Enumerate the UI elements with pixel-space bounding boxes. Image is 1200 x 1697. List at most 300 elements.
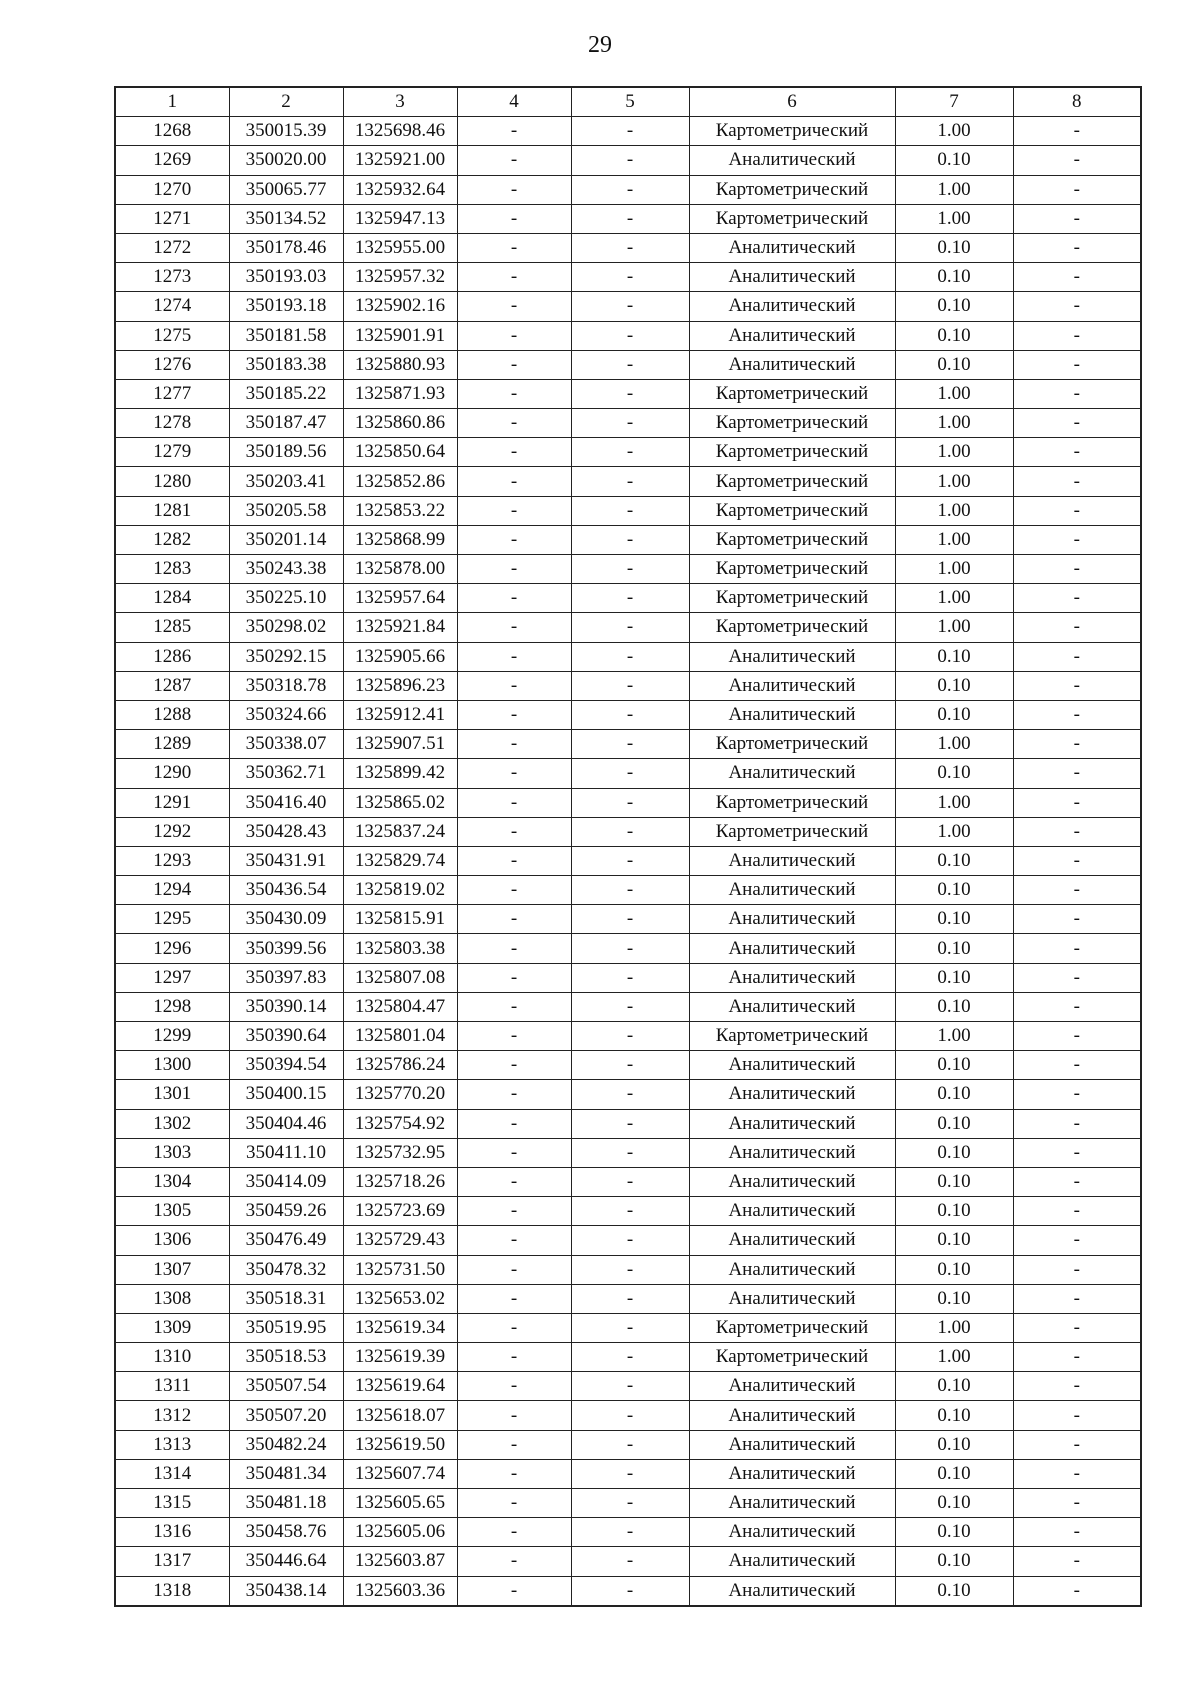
table-cell-col-7: 1.00 xyxy=(895,555,1013,584)
table-cell-col-4: - xyxy=(457,1051,571,1080)
table-cell-col-5: - xyxy=(571,846,689,875)
table-cell-col-5: - xyxy=(571,409,689,438)
table-cell-col-7: 1.00 xyxy=(895,525,1013,554)
table-cell-col-6: Картометрический xyxy=(689,438,895,467)
table-cell-col-6: Картометрический xyxy=(689,1022,895,1051)
table-cell-col-3: 1325731.50 xyxy=(343,1255,457,1284)
table-cell-col-4: - xyxy=(457,1080,571,1109)
table-cell-col-3: 1325850.64 xyxy=(343,438,457,467)
table-cell-col-1: 1271 xyxy=(115,204,229,233)
table-cell-col-8: - xyxy=(1013,1109,1141,1138)
table-row xyxy=(115,1372,1141,1401)
table-row xyxy=(115,1518,1141,1547)
table-cell-col-7: 0.10 xyxy=(895,1547,1013,1576)
table-cell-col-2: 350189.56 xyxy=(229,438,343,467)
table-cell-col-2: 350324.66 xyxy=(229,700,343,729)
table-cell-col-6: Аналитический xyxy=(689,1255,895,1284)
table-cell-col-2: 350292.15 xyxy=(229,642,343,671)
table-cell-col-6: Аналитический xyxy=(689,263,895,292)
table-cell-col-1: 1311 xyxy=(115,1372,229,1401)
table-cell-col-7: 0.10 xyxy=(895,1518,1013,1547)
table-cell-col-2: 350394.54 xyxy=(229,1051,343,1080)
table-cell-col-1: 1280 xyxy=(115,467,229,496)
table-cell-col-8: - xyxy=(1013,1313,1141,1342)
table-header xyxy=(115,87,1141,117)
table-cell-col-3: 1325819.02 xyxy=(343,876,457,905)
column-header-5: 5 xyxy=(571,87,689,117)
table-cell-col-3: 1325807.08 xyxy=(343,963,457,992)
table-cell-col-6: Аналитический xyxy=(689,1197,895,1226)
table-row xyxy=(115,613,1141,642)
table-cell-col-2: 350390.64 xyxy=(229,1022,343,1051)
table-cell-col-7: 1.00 xyxy=(895,467,1013,496)
column-header-7: 7 xyxy=(895,87,1013,117)
table-row xyxy=(115,1138,1141,1167)
table-cell-col-6: Аналитический xyxy=(689,1284,895,1313)
table-cell-col-3: 1325955.00 xyxy=(343,233,457,262)
table-cell-col-5: - xyxy=(571,613,689,642)
table-cell-col-4: - xyxy=(457,321,571,350)
table-cell-col-1: 1268 xyxy=(115,117,229,146)
table-cell-col-7: 0.10 xyxy=(895,1167,1013,1196)
table-cell-col-8: - xyxy=(1013,292,1141,321)
table-cell-col-4: - xyxy=(457,525,571,554)
table-cell-col-1: 1290 xyxy=(115,759,229,788)
table-cell-col-1: 1279 xyxy=(115,438,229,467)
table-cell-col-8: - xyxy=(1013,730,1141,759)
table-cell-col-6: Аналитический xyxy=(689,642,895,671)
table-cell-col-4: - xyxy=(457,1459,571,1488)
table-row xyxy=(115,642,1141,671)
table-cell-col-7: 0.10 xyxy=(895,1284,1013,1313)
table-cell-col-2: 350390.14 xyxy=(229,992,343,1021)
table-cell-col-6: Аналитический xyxy=(689,1051,895,1080)
table-cell-col-5: - xyxy=(571,379,689,408)
table-cell-col-1: 1269 xyxy=(115,146,229,175)
table-cell-col-4: - xyxy=(457,992,571,1021)
table-row xyxy=(115,233,1141,262)
table-cell-col-7: 0.10 xyxy=(895,1197,1013,1226)
table-cell-col-7: 0.10 xyxy=(895,1255,1013,1284)
table-cell-col-4: - xyxy=(457,613,571,642)
table-cell-col-3: 1325837.24 xyxy=(343,817,457,846)
table-cell-col-2: 350178.46 xyxy=(229,233,343,262)
table-cell-col-4: - xyxy=(457,846,571,875)
table-cell-col-1: 1307 xyxy=(115,1255,229,1284)
table-cell-col-6: Картометрический xyxy=(689,817,895,846)
table-cell-col-5: - xyxy=(571,934,689,963)
table-cell-col-1: 1288 xyxy=(115,700,229,729)
table-row xyxy=(115,700,1141,729)
table-cell-col-8: - xyxy=(1013,175,1141,204)
table-cell-col-3: 1325905.66 xyxy=(343,642,457,671)
table-cell-col-1: 1297 xyxy=(115,963,229,992)
table-cell-col-2: 350481.18 xyxy=(229,1489,343,1518)
table-cell-col-7: 1.00 xyxy=(895,117,1013,146)
table-cell-col-5: - xyxy=(571,1284,689,1313)
table-cell-col-6: Аналитический xyxy=(689,671,895,700)
table-cell-col-1: 1300 xyxy=(115,1051,229,1080)
table-cell-col-6: Картометрический xyxy=(689,379,895,408)
table-row xyxy=(115,438,1141,467)
table-cell-col-1: 1272 xyxy=(115,233,229,262)
table-cell-col-4: - xyxy=(457,1167,571,1196)
table-cell-col-4: - xyxy=(457,759,571,788)
table-row xyxy=(115,292,1141,321)
table-cell-col-4: - xyxy=(457,963,571,992)
table-cell-col-7: 0.10 xyxy=(895,1401,1013,1430)
table-cell-col-5: - xyxy=(571,1459,689,1488)
table-cell-col-5: - xyxy=(571,700,689,729)
table-cell-col-7: 0.10 xyxy=(895,992,1013,1021)
table-cell-col-6: Аналитический xyxy=(689,292,895,321)
table-cell-col-7: 0.10 xyxy=(895,642,1013,671)
table-cell-col-5: - xyxy=(571,1167,689,1196)
table-cell-col-3: 1325871.93 xyxy=(343,379,457,408)
table-cell-col-6: Картометрический xyxy=(689,788,895,817)
table-cell-col-6: Картометрический xyxy=(689,1343,895,1372)
table-cell-col-2: 350225.10 xyxy=(229,584,343,613)
table-cell-col-2: 350243.38 xyxy=(229,555,343,584)
table-row xyxy=(115,467,1141,496)
table-cell-col-4: - xyxy=(457,1226,571,1255)
table-cell-col-7: 0.10 xyxy=(895,350,1013,379)
table-cell-col-3: 1325901.91 xyxy=(343,321,457,350)
table-cell-col-5: - xyxy=(571,1255,689,1284)
table-cell-col-8: - xyxy=(1013,1022,1141,1051)
column-header-3: 3 xyxy=(343,87,457,117)
table-cell-col-3: 1325770.20 xyxy=(343,1080,457,1109)
table-cell-col-7: 0.10 xyxy=(895,1372,1013,1401)
table-cell-col-1: 1305 xyxy=(115,1197,229,1226)
table-cell-col-8: - xyxy=(1013,817,1141,846)
table-cell-col-5: - xyxy=(571,1518,689,1547)
table-cell-col-2: 350518.53 xyxy=(229,1343,343,1372)
table-cell-col-5: - xyxy=(571,175,689,204)
table-cell-col-6: Аналитический xyxy=(689,934,895,963)
table-cell-col-1: 1286 xyxy=(115,642,229,671)
table-cell-col-7: 1.00 xyxy=(895,584,1013,613)
table-cell-col-3: 1325619.64 xyxy=(343,1372,457,1401)
table-cell-col-1: 1275 xyxy=(115,321,229,350)
table-cell-col-5: - xyxy=(571,1430,689,1459)
table-cell-col-6: Аналитический xyxy=(689,321,895,350)
table-cell-col-1: 1291 xyxy=(115,788,229,817)
table-cell-col-1: 1295 xyxy=(115,905,229,934)
table-cell-col-8: - xyxy=(1013,379,1141,408)
table-cell-col-8: - xyxy=(1013,555,1141,584)
table-cell-col-3: 1325860.86 xyxy=(343,409,457,438)
table-cell-col-3: 1325723.69 xyxy=(343,1197,457,1226)
table-cell-col-1: 1302 xyxy=(115,1109,229,1138)
table-cell-col-8: - xyxy=(1013,759,1141,788)
table-cell-col-7: 0.10 xyxy=(895,146,1013,175)
table-row xyxy=(115,1430,1141,1459)
table-cell-col-7: 0.10 xyxy=(895,700,1013,729)
table-cell-col-6: Картометрический xyxy=(689,584,895,613)
table-row xyxy=(115,1489,1141,1518)
table-cell-col-3: 1325947.13 xyxy=(343,204,457,233)
table-cell-col-2: 350414.09 xyxy=(229,1167,343,1196)
table-cell-col-4: - xyxy=(457,1197,571,1226)
column-header-6: 6 xyxy=(689,87,895,117)
table-cell-col-3: 1325698.46 xyxy=(343,117,457,146)
table-row xyxy=(115,963,1141,992)
table-cell-col-4: - xyxy=(457,350,571,379)
table-cell-col-1: 1287 xyxy=(115,671,229,700)
table-cell-col-7: 0.10 xyxy=(895,1051,1013,1080)
table-cell-col-5: - xyxy=(571,1372,689,1401)
table-cell-col-2: 350203.41 xyxy=(229,467,343,496)
table-cell-col-7: 0.10 xyxy=(895,1226,1013,1255)
table-cell-col-2: 350399.56 xyxy=(229,934,343,963)
table-cell-col-1: 1283 xyxy=(115,555,229,584)
column-header-8: 8 xyxy=(1013,87,1141,117)
table-cell-col-2: 350476.49 xyxy=(229,1226,343,1255)
table-cell-col-3: 1325801.04 xyxy=(343,1022,457,1051)
table-cell-col-6: Аналитический xyxy=(689,1109,895,1138)
table-cell-col-2: 350134.52 xyxy=(229,204,343,233)
table-cell-col-6: Аналитический xyxy=(689,1401,895,1430)
table-cell-col-5: - xyxy=(571,496,689,525)
table-cell-col-4: - xyxy=(457,555,571,584)
table-cell-col-1: 1313 xyxy=(115,1430,229,1459)
table-cell-col-5: - xyxy=(571,1401,689,1430)
table-cell-col-6: Аналитический xyxy=(689,1518,895,1547)
table-cell-col-5: - xyxy=(571,233,689,262)
table-cell-col-7: 0.10 xyxy=(895,1138,1013,1167)
table-cell-col-4: - xyxy=(457,438,571,467)
table-cell-col-1: 1317 xyxy=(115,1547,229,1576)
table-cell-col-4: - xyxy=(457,876,571,905)
table-cell-col-5: - xyxy=(571,876,689,905)
table-cell-col-2: 350065.77 xyxy=(229,175,343,204)
table-cell-col-4: - xyxy=(457,467,571,496)
table-cell-col-5: - xyxy=(571,759,689,788)
table-row xyxy=(115,496,1141,525)
table-cell-col-2: 350298.02 xyxy=(229,613,343,642)
table-cell-col-2: 350400.15 xyxy=(229,1080,343,1109)
table-cell-col-4: - xyxy=(457,1401,571,1430)
table-cell-col-7: 0.10 xyxy=(895,1459,1013,1488)
table-cell-col-8: - xyxy=(1013,233,1141,262)
table-cell-col-2: 350020.00 xyxy=(229,146,343,175)
table-cell-col-2: 350201.14 xyxy=(229,525,343,554)
table-cell-col-2: 350205.58 xyxy=(229,496,343,525)
table-cell-col-6: Аналитический xyxy=(689,700,895,729)
table-row xyxy=(115,671,1141,700)
table-cell-col-4: - xyxy=(457,233,571,262)
table-row xyxy=(115,146,1141,175)
table-cell-col-3: 1325729.43 xyxy=(343,1226,457,1255)
table-cell-col-1: 1282 xyxy=(115,525,229,554)
table-cell-col-2: 350187.47 xyxy=(229,409,343,438)
table-cell-col-8: - xyxy=(1013,1547,1141,1576)
table-cell-col-3: 1325619.39 xyxy=(343,1343,457,1372)
table-cell-col-3: 1325921.00 xyxy=(343,146,457,175)
table-row xyxy=(115,905,1141,934)
table-cell-col-2: 350185.22 xyxy=(229,379,343,408)
table-cell-col-5: - xyxy=(571,117,689,146)
table-cell-col-6: Аналитический xyxy=(689,1459,895,1488)
table-cell-col-7: 0.10 xyxy=(895,263,1013,292)
table-row xyxy=(115,788,1141,817)
table-cell-col-8: - xyxy=(1013,1138,1141,1167)
table-cell-col-5: - xyxy=(571,992,689,1021)
table-cell-col-8: - xyxy=(1013,934,1141,963)
table-row xyxy=(115,1576,1141,1606)
table-cell-col-8: - xyxy=(1013,1226,1141,1255)
table-cell-col-6: Аналитический xyxy=(689,1138,895,1167)
table-cell-col-2: 350459.26 xyxy=(229,1197,343,1226)
table-cell-col-1: 1292 xyxy=(115,817,229,846)
table-cell-col-6: Аналитический xyxy=(689,350,895,379)
table-cell-col-3: 1325618.07 xyxy=(343,1401,457,1430)
table-cell-col-7: 0.10 xyxy=(895,963,1013,992)
table-cell-col-7: 0.10 xyxy=(895,934,1013,963)
table-row xyxy=(115,1051,1141,1080)
table-row xyxy=(115,1547,1141,1576)
table-row xyxy=(115,876,1141,905)
table-row xyxy=(115,204,1141,233)
table-cell-col-8: - xyxy=(1013,846,1141,875)
table-cell-col-4: - xyxy=(457,1255,571,1284)
table-cell-col-7: 1.00 xyxy=(895,1313,1013,1342)
table-row xyxy=(115,1313,1141,1342)
table-cell-col-5: - xyxy=(571,584,689,613)
table-cell-col-8: - xyxy=(1013,1459,1141,1488)
table-cell-col-6: Картометрический xyxy=(689,1313,895,1342)
page-number: 29 xyxy=(588,32,612,58)
table-cell-col-2: 350507.20 xyxy=(229,1401,343,1430)
table-cell-col-8: - xyxy=(1013,1255,1141,1284)
table-cell-col-6: Картометрический xyxy=(689,555,895,584)
table-cell-col-7: 1.00 xyxy=(895,204,1013,233)
table-cell-col-5: - xyxy=(571,1051,689,1080)
table-cell-col-2: 350428.43 xyxy=(229,817,343,846)
table-cell-col-3: 1325718.26 xyxy=(343,1167,457,1196)
table-cell-col-1: 1318 xyxy=(115,1576,229,1606)
table-cell-col-6: Аналитический xyxy=(689,1576,895,1606)
table-cell-col-8: - xyxy=(1013,963,1141,992)
table-row xyxy=(115,759,1141,788)
table-row xyxy=(115,1167,1141,1196)
table-cell-col-6: Картометрический xyxy=(689,117,895,146)
table-row xyxy=(115,817,1141,846)
table-cell-col-7: 1.00 xyxy=(895,379,1013,408)
table-cell-col-5: - xyxy=(571,817,689,846)
table-cell-col-5: - xyxy=(571,1080,689,1109)
table-cell-col-6: Картометрический xyxy=(689,730,895,759)
table-cell-col-1: 1284 xyxy=(115,584,229,613)
table-cell-col-2: 350446.64 xyxy=(229,1547,343,1576)
table-row xyxy=(115,1459,1141,1488)
table-cell-col-7: 1.00 xyxy=(895,496,1013,525)
table-cell-col-5: - xyxy=(571,905,689,934)
table-cell-col-1: 1312 xyxy=(115,1401,229,1430)
table-row xyxy=(115,1401,1141,1430)
table-cell-col-6: Аналитический xyxy=(689,233,895,262)
table-cell-col-8: - xyxy=(1013,438,1141,467)
table-cell-col-4: - xyxy=(457,1372,571,1401)
table-cell-col-3: 1325786.24 xyxy=(343,1051,457,1080)
table-cell-col-1: 1273 xyxy=(115,263,229,292)
table-cell-col-6: Аналитический xyxy=(689,1080,895,1109)
table-cell-col-6: Аналитический xyxy=(689,1489,895,1518)
table-cell-col-1: 1285 xyxy=(115,613,229,642)
table-cell-col-6: Картометрический xyxy=(689,204,895,233)
table-cell-col-8: - xyxy=(1013,1489,1141,1518)
table-cell-col-6: Аналитический xyxy=(689,963,895,992)
table-cell-col-8: - xyxy=(1013,1167,1141,1196)
table-cell-col-7: 1.00 xyxy=(895,817,1013,846)
table-cell-col-6: Аналитический xyxy=(689,992,895,1021)
table-cell-col-5: - xyxy=(571,204,689,233)
table-cell-col-5: - xyxy=(571,467,689,496)
table-cell-col-4: - xyxy=(457,934,571,963)
table-cell-col-4: - xyxy=(457,584,571,613)
table-cell-col-3: 1325804.47 xyxy=(343,992,457,1021)
table-cell-col-7: 1.00 xyxy=(895,788,1013,817)
table-cell-col-7: 0.10 xyxy=(895,1109,1013,1138)
table-cell-col-5: - xyxy=(571,1343,689,1372)
table-cell-col-1: 1270 xyxy=(115,175,229,204)
coordinates-table-container xyxy=(114,86,1140,1607)
table-cell-col-4: - xyxy=(457,175,571,204)
table-cell-col-8: - xyxy=(1013,321,1141,350)
table-cell-col-3: 1325852.86 xyxy=(343,467,457,496)
table-cell-col-8: - xyxy=(1013,1430,1141,1459)
table-cell-col-2: 350458.76 xyxy=(229,1518,343,1547)
table-cell-col-2: 350436.54 xyxy=(229,876,343,905)
table-cell-col-2: 350438.14 xyxy=(229,1576,343,1606)
table-cell-col-3: 1325803.38 xyxy=(343,934,457,963)
table-cell-col-4: - xyxy=(457,1489,571,1518)
table-cell-col-7: 0.10 xyxy=(895,1576,1013,1606)
table-cell-col-4: - xyxy=(457,1138,571,1167)
table-cell-col-2: 350518.31 xyxy=(229,1284,343,1313)
table-cell-col-4: - xyxy=(457,1576,571,1606)
table-cell-col-6: Аналитический xyxy=(689,1372,895,1401)
table-cell-col-6: Аналитический xyxy=(689,905,895,934)
table-cell-col-3: 1325619.34 xyxy=(343,1313,457,1342)
table-cell-col-2: 350519.95 xyxy=(229,1313,343,1342)
table-cell-col-8: - xyxy=(1013,613,1141,642)
table-cell-col-4: - xyxy=(457,700,571,729)
table-row xyxy=(115,1080,1141,1109)
table-cell-col-7: 0.10 xyxy=(895,1430,1013,1459)
table-row xyxy=(115,263,1141,292)
table-row xyxy=(115,1197,1141,1226)
column-header-2: 2 xyxy=(229,87,343,117)
table-cell-col-3: 1325732.95 xyxy=(343,1138,457,1167)
table-cell-col-3: 1325907.51 xyxy=(343,730,457,759)
table-cell-col-5: - xyxy=(571,555,689,584)
table-cell-col-7: 1.00 xyxy=(895,613,1013,642)
table-cell-col-4: - xyxy=(457,263,571,292)
table-cell-col-4: - xyxy=(457,117,571,146)
table-row xyxy=(115,730,1141,759)
table-cell-col-8: - xyxy=(1013,117,1141,146)
table-cell-col-3: 1325865.02 xyxy=(343,788,457,817)
table-cell-col-8: - xyxy=(1013,1051,1141,1080)
table-row xyxy=(115,992,1141,1021)
table-cell-col-8: - xyxy=(1013,1343,1141,1372)
table-cell-col-5: - xyxy=(571,1197,689,1226)
table-cell-col-2: 350507.54 xyxy=(229,1372,343,1401)
table-cell-col-5: - xyxy=(571,146,689,175)
table-cell-col-3: 1325603.36 xyxy=(343,1576,457,1606)
